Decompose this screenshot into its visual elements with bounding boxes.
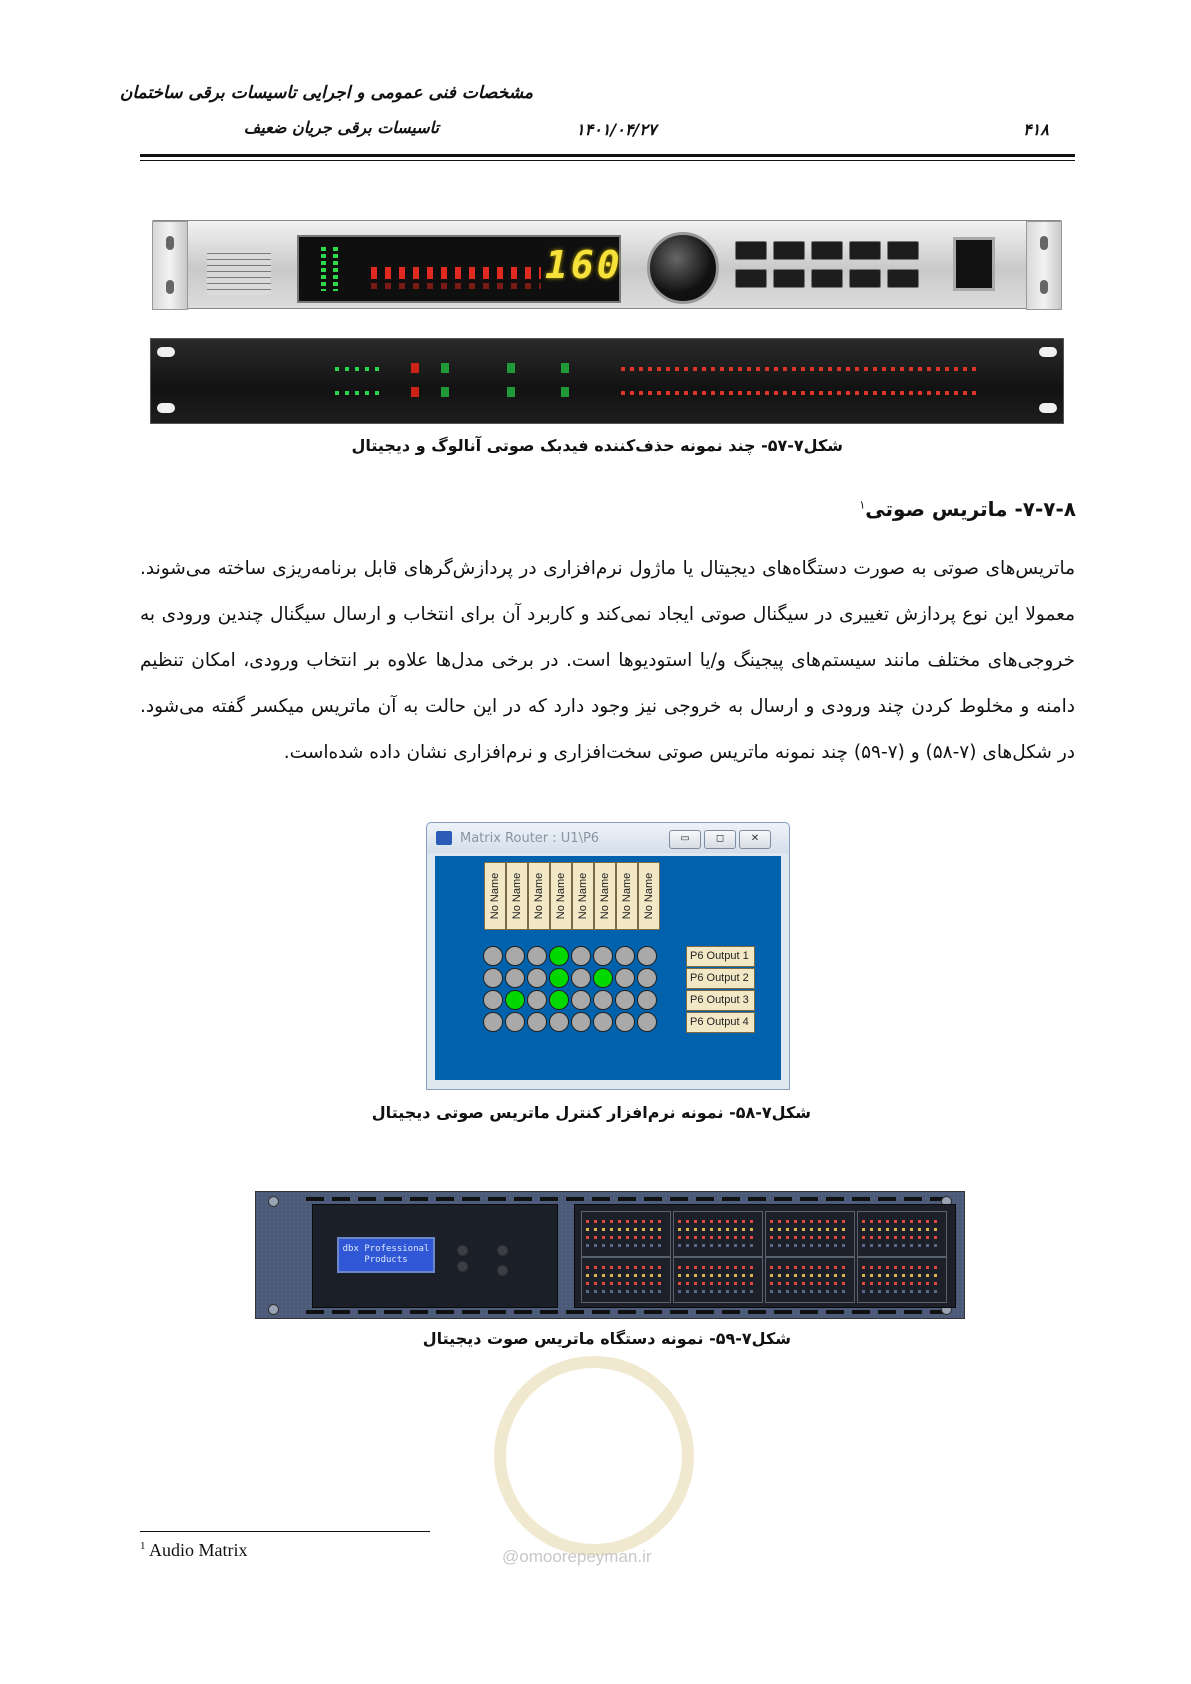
window-title-bar <box>427 823 789 853</box>
maximize-button[interactable]: ◻ <box>704 830 736 849</box>
output-label[interactable]: P6 Output 2 <box>686 968 755 989</box>
crosspoint-node[interactable] <box>549 990 569 1010</box>
crosspoint-node[interactable] <box>505 990 525 1010</box>
input-name-label[interactable]: No Name <box>528 862 550 930</box>
bypass-button <box>411 387 419 397</box>
window-title: Matrix Router : U1\P6 <box>460 831 600 846</box>
crosspoint-node[interactable] <box>593 1012 613 1032</box>
footnote-text: Audio Matrix <box>149 1540 248 1560</box>
model-text-block <box>207 251 271 295</box>
rack-screw <box>268 1196 279 1207</box>
type-button <box>441 363 449 373</box>
input-name-label[interactable]: No Name <box>616 862 638 930</box>
matrix-panel <box>435 856 781 1080</box>
io-channel-block <box>765 1211 855 1257</box>
header-rule-thin <box>140 160 1075 161</box>
crosspoint-node[interactable] <box>483 946 503 966</box>
rack-screw <box>268 1304 279 1315</box>
app-logo-icon <box>436 831 452 845</box>
close-button[interactable]: ✕ <box>739 830 771 849</box>
panel-button <box>811 241 843 260</box>
input-name-label[interactable]: No Name <box>594 862 616 930</box>
footnote-reference: ۱ <box>859 498 866 512</box>
crosspoint-node[interactable] <box>527 1012 547 1032</box>
rack-hole <box>157 403 175 413</box>
crosspoint-node[interactable] <box>571 946 591 966</box>
figure-58-caption: شکل۷-۵۸- نمونه نرم‌افزار کنترل ماتریس صوتی دیجیتال <box>371 1103 811 1122</box>
crosspoint-node[interactable] <box>527 990 547 1010</box>
output-label[interactable]: P6 Output 3 <box>686 990 755 1011</box>
io-channel-block <box>581 1211 671 1257</box>
function-button <box>497 1265 508 1276</box>
crosspoint-node[interactable] <box>593 968 613 988</box>
input-name-label[interactable]: No Name <box>484 862 506 930</box>
crosspoint-node[interactable] <box>593 990 613 1010</box>
crosspoint-node[interactable] <box>615 946 635 966</box>
figure-59-caption: شکل۷-۵۹- نمونه دستگاه ماتریس صوت دیجیتال <box>422 1329 791 1348</box>
footnote <box>140 1540 248 1561</box>
io-channel-block <box>857 1257 947 1303</box>
panel-button <box>735 269 767 288</box>
crosspoint-node[interactable] <box>527 968 547 988</box>
filter-leds <box>621 367 981 371</box>
footnote-number: 1 <box>140 1540 146 1552</box>
panel-button <box>811 269 843 288</box>
mode-button <box>561 387 569 397</box>
crosspoint-node[interactable] <box>615 990 635 1010</box>
crosspoint-node[interactable] <box>549 968 569 988</box>
select-button <box>457 1245 468 1256</box>
crosspoint-node[interactable] <box>637 968 657 988</box>
input-name-label[interactable]: No Name <box>638 862 660 930</box>
crosspoint-node[interactable] <box>505 1012 525 1032</box>
minimize-button[interactable]: ▭ <box>669 830 701 849</box>
panel-button <box>887 269 919 288</box>
rack-hole <box>1039 403 1057 413</box>
output-label[interactable]: P6 Output 4 <box>686 1012 755 1033</box>
crosspoint-node[interactable] <box>505 946 525 966</box>
crosspoint-node[interactable] <box>615 968 635 988</box>
seven-segment-readout: 160 <box>545 243 623 287</box>
rack-hole <box>1039 347 1057 357</box>
section-heading <box>859 497 1076 521</box>
crosspoint-node[interactable] <box>637 990 657 1010</box>
filter-number-row <box>371 283 541 289</box>
panel-button <box>773 269 805 288</box>
header-date: ۱۴۰۱/۰۴/۲۷ <box>576 120 657 139</box>
io-channel-block <box>673 1257 763 1303</box>
input-level-leds <box>335 367 385 371</box>
crosspoint-node[interactable] <box>549 1012 569 1032</box>
section-heading-text: ۷-۷-۸- ماتریس صوتی <box>865 497 1076 521</box>
crosspoint-node[interactable] <box>505 968 525 988</box>
crosspoint-node[interactable] <box>483 1012 503 1032</box>
crosspoint-node[interactable] <box>527 946 547 966</box>
output-label[interactable]: P6 Output 1 <box>686 946 755 967</box>
crosspoint-node[interactable] <box>593 946 613 966</box>
watermark-url: @omoorepeyman.ir <box>502 1547 652 1566</box>
header-rule <box>140 154 1075 157</box>
io-channel-block <box>581 1257 671 1303</box>
input-name-label[interactable]: No Name <box>506 862 528 930</box>
matrix-router-window <box>426 822 790 1090</box>
crosspoint-node[interactable] <box>483 968 503 988</box>
crosspoint-node[interactable] <box>637 946 657 966</box>
section-title: تاسیسات برقی جریان ضعیف <box>243 118 439 137</box>
panel-button <box>849 269 881 288</box>
filter-lift-button <box>507 363 515 373</box>
function-button <box>497 1245 508 1256</box>
status-panel <box>312 1204 558 1308</box>
panel-button <box>773 241 805 260</box>
panel-button <box>735 241 767 260</box>
inputs-outputs-panel <box>574 1204 956 1308</box>
panel-button <box>849 241 881 260</box>
front-display <box>297 235 621 303</box>
input-meter <box>321 247 326 291</box>
io-channel-block <box>857 1211 947 1257</box>
crosspoint-node[interactable] <box>571 968 591 988</box>
rack-ear-right <box>1026 221 1062 310</box>
rack-trim <box>306 1197 946 1201</box>
input-name-label[interactable]: No Name <box>572 862 594 930</box>
select-button <box>457 1261 468 1272</box>
lcd-display: dbx Professional Products <box>337 1237 435 1273</box>
type-button <box>441 387 449 397</box>
power-switch <box>953 237 995 291</box>
crosspoint-node[interactable] <box>571 990 591 1010</box>
page-number: ۴۱۸ <box>1023 120 1049 139</box>
crosspoint-node[interactable] <box>571 1012 591 1032</box>
crosspoint-node[interactable] <box>615 1012 635 1032</box>
io-channel-block <box>765 1257 855 1303</box>
bypass-button <box>411 363 419 373</box>
feedback-suppressor-black-photo <box>150 338 1064 424</box>
io-channel-block <box>673 1211 763 1257</box>
input-level-leds <box>335 391 385 395</box>
feedback-suppressor-silver-photo <box>152 220 1062 309</box>
rotary-knob <box>647 232 719 304</box>
footnote-rule <box>140 1531 430 1532</box>
rack-ear-left <box>152 221 188 310</box>
crosspoint-node[interactable] <box>637 1012 657 1032</box>
input-meter <box>333 247 338 291</box>
rack-hole <box>157 347 175 357</box>
body-paragraph: ماتریس‌های صوتی به صورت دستگاه‌های دیجیتال یا ماژول نرم‌افزاری در پردازش‌گرهای قابل برنامه‌ریزی ساخته می‌شوند. معمولا این نوع پردازش تغییری در سیگنال صوتی ایجاد نمی‌کند و کاربرد آن برای انتخاب و ارسال سیگنال چندین ورودی به خروجی‌های مختلف مانند سیستم‌های پیجینگ و/یا استودیوها است. در برخی مدل‌ها علاوه بر انتخاب ورودی، امکان تنظیم دامنه و مخلوط کردن چند ورودی و ارسال به خروجی نیز وجود دارد که در این حالت به آن ماتریس میکسر گفته می‌شود. در شکل‌های (۷-۵۸) و (۷-۵۹) چند نمونه ماتریس صوتی سخت‌افزاری و نرم‌افزاری نشان داده شده‌است. <box>140 558 1075 763</box>
input-name-label[interactable]: No Name <box>550 862 572 930</box>
filter-leds <box>621 391 981 395</box>
crosspoint-node[interactable] <box>549 946 569 966</box>
mode-button <box>561 363 569 373</box>
panel-button <box>887 241 919 260</box>
digital-matrix-processor-photo <box>255 1191 965 1319</box>
watermark-logo <box>494 1356 694 1556</box>
filter-led-row <box>371 267 541 279</box>
crosspoint-node[interactable] <box>483 990 503 1010</box>
book-title: مشخصات فنی عمومی و اجرایی تاسیسات برقی ساختمان <box>119 83 533 103</box>
rack-trim <box>306 1310 946 1314</box>
filter-lift-button <box>507 387 515 397</box>
figure-57-caption: شکل۷-۵۷- چند نمونه حذف‌کننده فیدبک صوتی آنالوگ و دیجیتال <box>351 436 843 455</box>
